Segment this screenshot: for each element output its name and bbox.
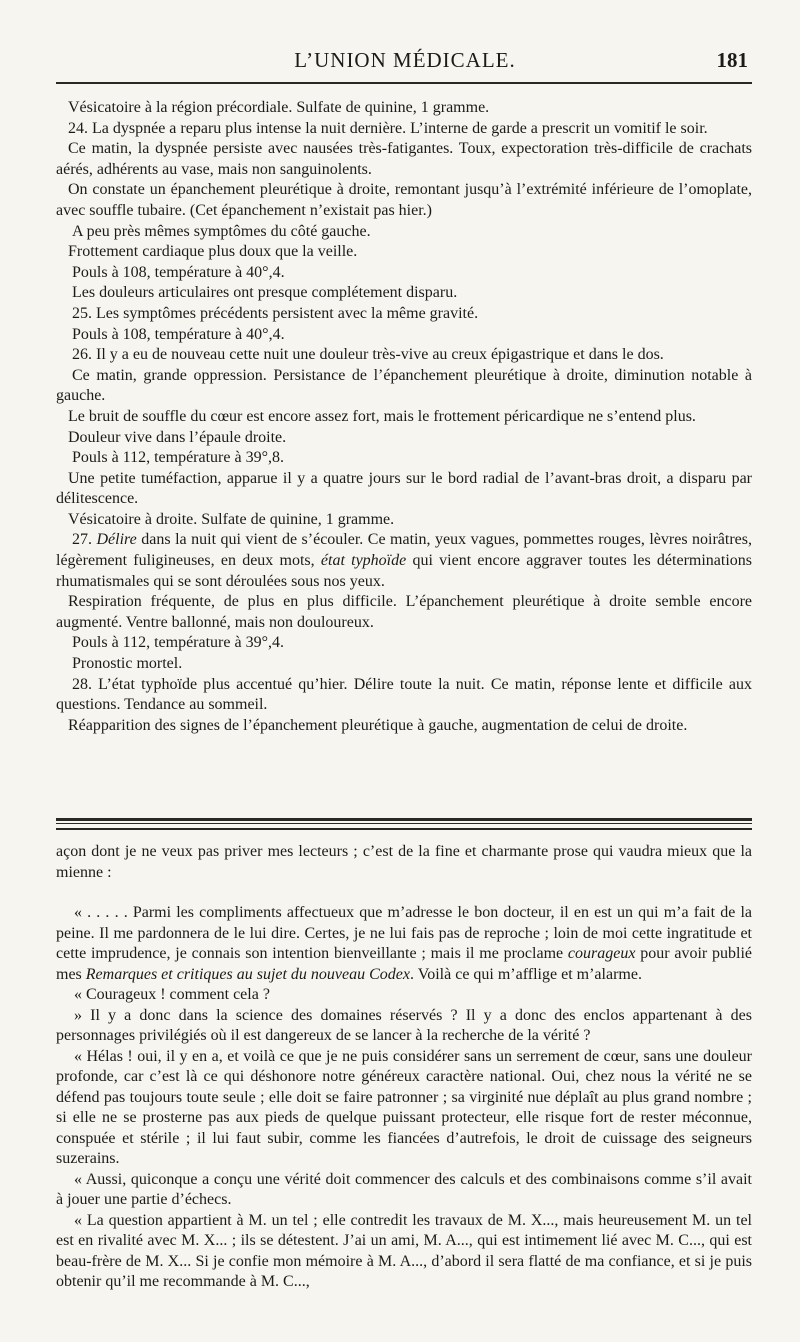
italic-term: Délire — [96, 531, 137, 549]
observation-paragraph: 26. Il y a eu de nouveau cette nuit une douleur très-vive au creux épigastrique et dans le dos. — [72, 346, 664, 364]
italic-term: état typhoïde — [320, 552, 407, 570]
observation-paragraph: Pouls à 112, température à 39°,4. — [72, 634, 284, 652]
letter-paragraph: « Aussi, quiconque a conçu une vérité doit commencer des calculs et des combinaisons comme s’il avait à jouer une partie d’échecs. — [56, 1170, 752, 1208]
observation-paragraph: A peu près mêmes symptômes du côté gauche. — [72, 222, 371, 240]
italic-title: Remarques et critiques au sujet du nouveau Codex — [85, 965, 411, 983]
observation-paragraph: Ce matin, la dyspnée persiste avec nausées très-fatigantes. Toux, expectoration très-difficile de crachats aérés, adhérents au vase, mais non sanguinolents. — [56, 140, 752, 178]
page-header — [62, 44, 748, 78]
observation-paragraph: Le bruit de souffle du cœur est encore assez fort, mais le frottement péricardique ne s’entend plus. — [68, 407, 696, 425]
letter-paragraph: « Courageux ! comment cela ? — [74, 986, 270, 1003]
italic-term: courageux — [567, 945, 636, 962]
observation-paragraph: Pouls à 108, température à 40°,4. — [72, 325, 285, 343]
observation-paragraph: Pronostic mortel. — [72, 655, 183, 673]
feuilleton-rule — [56, 828, 752, 830]
header-rule — [56, 82, 752, 84]
feuilleton-rule — [56, 818, 752, 821]
letter-paragraph: » Il y a donc dans la science des domaines réservés ? Il y a donc des enclos appartenant à des personnages privilégiés où il est dangereux de se lancer à la recherche de la vérité ? — [56, 1006, 752, 1044]
feuilleton-intro: açon dont je ne veux pas priver mes lecteurs ; c’est de la fine et charmante prose qui vaudra mieux que la mienne : — [56, 843, 752, 881]
observation-paragraph: 25. Les symptômes précédents persistent avec la même gravité. — [72, 304, 479, 322]
observation-paragraph: Réapparition des signes de l’épanchement pleurétique à gauche, augmentation de celui de droite. — [68, 716, 688, 734]
observation-paragraph: Pouls à 112, température à 39°,8. — [72, 449, 284, 467]
letter-paragraph: « . . . . . Parmi les compliments affectueux que m’adresse le bon docteur, il en est un qui m’a fait de la peine. Il me pardonnera de le lui dire. Certes, je ne lui fais pas de reproche ; loin de moi cette ingratitude et cette imprudence, je connais son intention bienveillante ; mais il me proclame courageux pour avoir publié mes Remarques et critiques au sujet du nouveau Codex. Voilà ce qui m’afflige et m’alarme. — [56, 904, 752, 983]
observation-paragraph: On constate un épanchement pleurétique à droite, remontant jusqu’à l’extrémité inférieure de l’omoplate, avec souffle tubaire. (Cet épanchement n’existait pas hier.) — [56, 181, 752, 219]
page-number: 181 — [716, 48, 748, 72]
observation-paragraph: 28. L’état typhoïde plus accentué qu’hier. Délire toute la nuit. Ce matin, réponse lente et difficile aux questions. Tendance au sommeil. — [56, 675, 752, 714]
clinical-observation — [56, 98, 752, 736]
letter-paragraph: « La question appartient à M. un tel ; elle contredit les travaux de M. X..., mais heureusement M. un tel est en rivalité avec M. X... ; ils se détestent. J’ai un ami, M. A..., qui est intimement lié avec M. C..., qui est beau-frère de M. X... Si je confie mon mémoire à M. A..., d’abord il sera flatté de ma confiance, et si je puis obtenir qu’il me recommande à M. C..., — [56, 1211, 752, 1290]
observation-paragraph: Vésicatoire à la région précordiale. Sulfate de quinine, 1 gramme. — [68, 99, 490, 116]
paragraph-gap — [56, 883, 752, 903]
observation-paragraph: Une petite tuméfaction, apparue il y a quatre jours sur le bord radial de l’avant-bras droit, a disparu par délitescence. — [56, 469, 752, 508]
letter-paragraph: « Hélas ! oui, il y en a, et voilà ce que je ne puis considérer sans un serrement de cœur, sans une douleur profonde, car c’est là ce qui déshonore notre généreux caractère national. Oui, chez nous la vérité ne se défend pas toujours toute seule ; elle doit se faire patronner ; sa virginité nue déplaît au plus grand nombre ; si elle ne se prosterne pas aux pieds de quelque puissant protecteur, elle risque fort de rester méconnue, conspuée et stérile ; il lui faut subir, comme les fiancées d’autrefois, le droit de cuissage des seigneurs suzerains. — [56, 1047, 752, 1167]
observation-paragraph: Douleur vive dans l’épaule droite. — [68, 428, 287, 446]
observation-paragraph-day-27: 27. Délire dans la nuit qui vient de s’écouler. Ce matin, yeux vagues, pommettes rouges, lèvres noirâtres, légèrement fuligineuses, en deux mots, état typhoïde qui vient encore aggraver toutes les déterminations rhumatismales qui se sont déroulées sous nos yeux. — [56, 531, 753, 590]
observation-paragraph: Les douleurs articulaires ont presque complétement disparu. — [72, 284, 458, 302]
running-title: L’UNION MÉDICALE. — [294, 48, 516, 72]
feuilleton — [56, 842, 752, 1293]
observation-paragraph: 24. La dyspnée a reparu plus intense la nuit dernière. L’interne de garde a prescrit un vomitif le soir. — [68, 119, 708, 137]
observation-paragraph: Vésicatoire à droite. Sulfate de quinine, 1 gramme. — [68, 510, 395, 528]
observation-paragraph: Pouls à 108, température à 40°,4. — [72, 263, 285, 281]
observation-paragraph: Frottement cardiaque plus doux que la veille. — [68, 243, 358, 261]
observation-paragraph: Respiration fréquente, de plus en plus difficile. L’épanchement pleurétique à droite semble encore augmenté. Ventre ballonné, mais non douloureux. — [56, 593, 752, 631]
feuilleton-rule — [56, 823, 752, 824]
observation-paragraph: Ce matin, grande oppression. Persistance de l’épanchement pleurétique à droite, diminution notable à gauche. — [56, 366, 752, 405]
